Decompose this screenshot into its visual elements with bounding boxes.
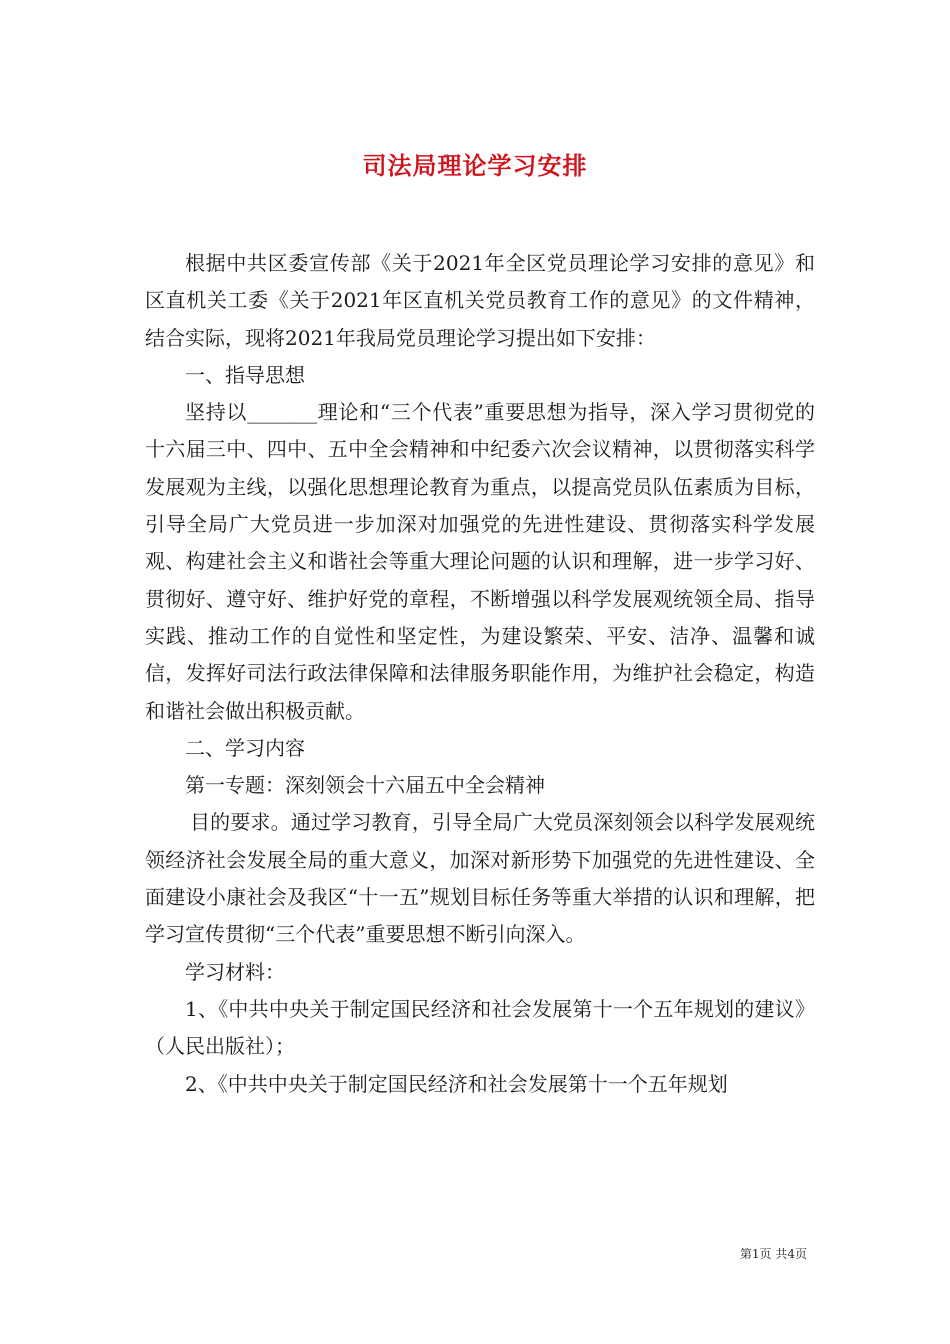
study-material-item: 1、《中共中央关于制定国民经济和社会发展第十一个五年规划的建议》（人民出版社）； — [145, 996, 815, 1059]
footer-current-page: 1 — [751, 1247, 760, 1261]
paragraph-intro: 根据中共区委宣传部《关于2021年全区党员理论学习安排的意见》和区直机关工委《关于2021年区直机关党员教育工作的意见》的文件精神，结合实际，现将2021年我局党员理论学习提出如下安排： — [145, 251, 815, 350]
page-number-footer — [740, 1246, 807, 1262]
paragraph-objectives: 目的要求。通过学习教育，引导全局广大党员深刻领会以科学发展观统领经济社会发展全局的重大意义，加深对新形势下加强党的先进性建设、全面建设小康社会及我区“十一五”规划目标任务等重大举措的认识和理解，把学习宣传贯彻“三个代表”重要思想不断引向深入。 — [145, 810, 815, 947]
section-heading-study-content: 二、学习内容 — [185, 735, 305, 760]
document-body — [145, 245, 815, 1103]
footer-mid: 页 共 — [759, 1247, 788, 1261]
topic-heading-first: 第一专题：深刻领会十六届五中全会精神 — [185, 773, 545, 798]
paragraph-guiding-ideology: 坚持以_______理论和“三个代表”重要思想为指导，深入学习贯彻党的十六届三中、四中、五中全会精神和中纪委六次会议精神，以贯彻落实科学发展观为主线，以强化思想理论教育为重点，以提高党员队伍素质为目标，引导全局广大党员进一步加深对加强党的先进性建设、贯彻落实科学发展观、构建社会主义和谐社会等重大理论问题的认识和理解，进一步学习好、贯彻好、遵守好、维护好党的章程，不断增强以科学发展观统领全局、指导实践、推动工作的自觉性和坚定性，为建设繁荣、平安、洁净、温馨和诚信，发挥好司法行政法律保障和法律服务职能作用，为维护社会稳定，构造和谐社会做出积极贡献。 — [145, 400, 815, 723]
document-title: 司法局理论学习安排 — [362, 151, 588, 181]
study-material-item: 2、《中共中央关于制定国民经济和社会发展第十一个五年规划 — [185, 1071, 728, 1096]
footer-total-pages: 4 — [787, 1247, 795, 1261]
footer-suffix: 页 — [794, 1247, 807, 1261]
footer-prefix: 第 — [739, 1247, 752, 1261]
study-materials-label: 学习材料： — [185, 959, 285, 984]
section-heading-guiding-ideology: 一、指导思想 — [185, 362, 305, 387]
